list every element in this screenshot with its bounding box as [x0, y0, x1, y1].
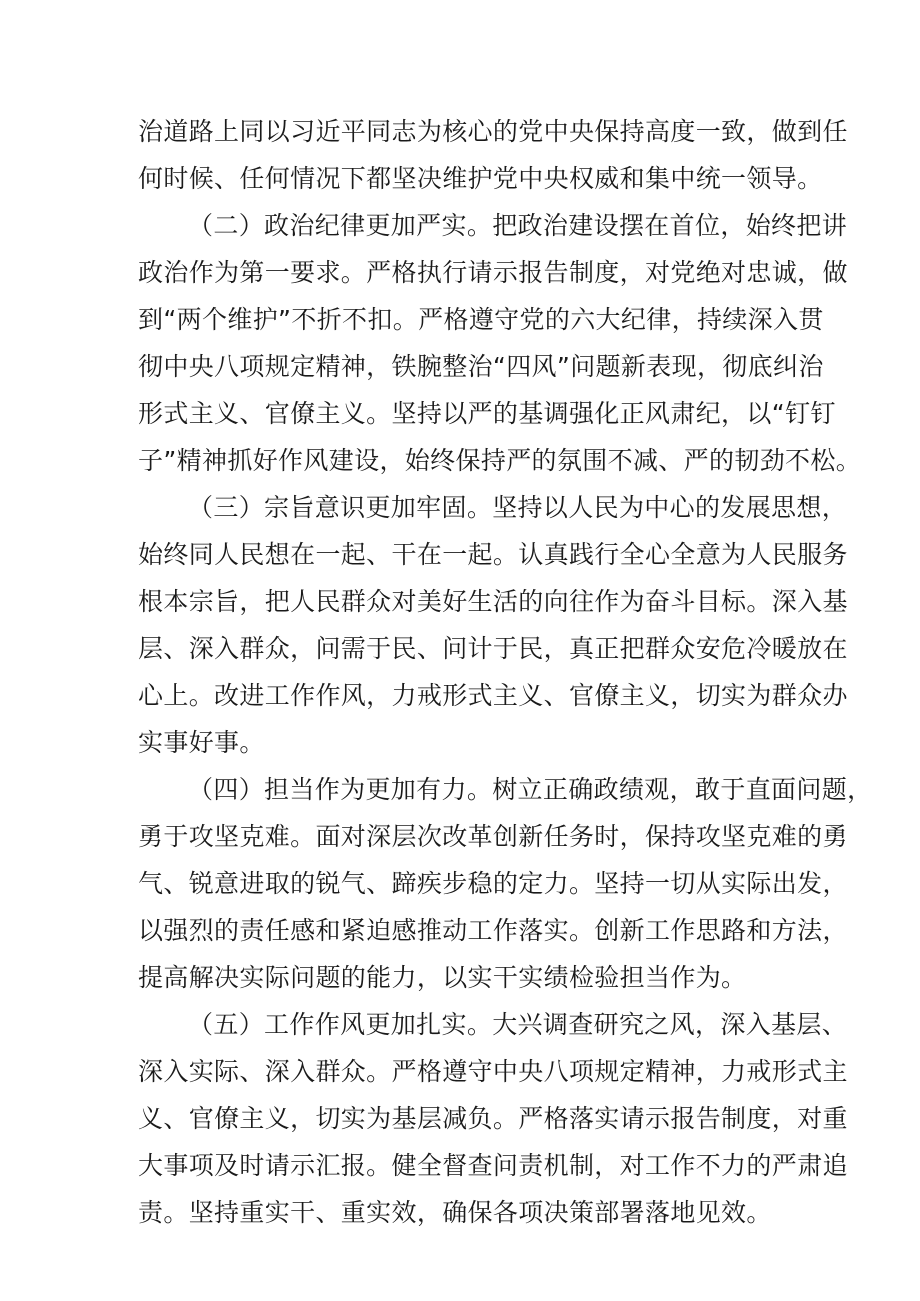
text-line: 提高解决实际问题的能力，以实干实绩检验担当作为。 — [138, 963, 747, 992]
text-line: 子”精神抓好作风建设，始终保持严的氛围不减、严的韧劲不松。 — [138, 446, 862, 475]
text-line: 层、深入群众，问需于民、问计于民，真正把群众安危冷暖放在 — [138, 634, 848, 663]
text-line: 彻中央八项规定精神，铁腕整治“四风”问题新表现，彻底纠治 — [138, 352, 824, 381]
text-line: （五）工作作风更加扎实。大兴调查研究之风，深入基层、 — [188, 1010, 848, 1039]
text-line: （二）政治纪律更加严实。把政治建设摆在首位，始终把讲 — [188, 211, 848, 240]
text-line: 形式主义、官僚主义。坚持以严的基调强化正风肃纪，以“钉钉 — [138, 399, 836, 428]
text-line: 责。坚持重实干、重实效，确保各项决策部署落地见效。 — [138, 1198, 772, 1227]
text-line: （三）宗旨意识更加牢固。坚持以人民为中心的发展思想， — [188, 493, 848, 522]
text-line: 政治作为第一要求。严格执行请示报告制度，对党绝对忠诚，做 — [138, 258, 848, 287]
text-line: 心上。改进工作作风，力戒形式主义、官僚主义，切实为群众办 — [138, 681, 848, 710]
text-line: 始终同人民想在一起、干在一起。认真践行全心全意为人民服务 — [138, 540, 848, 569]
text-line: 勇于攻坚克难。面对深层次改革创新任务时，保持攻坚克难的勇 — [138, 822, 848, 851]
text-line: 深入实际、深入群众。严格遵守中央八项规定精神，力戒形式主 — [138, 1057, 848, 1086]
text-line: 到“两个维护”不折不扣。严格遵守党的六大纪律，持续深入贯 — [138, 305, 824, 334]
text-line: 义、官僚主义，切实为基层减负。严格落实请示报告制度，对重 — [138, 1104, 848, 1133]
text-line: 治道路上同以习近平同志为核心的党中央保持高度一致，做到任 — [138, 117, 848, 146]
text-line: 实事好事。 — [138, 728, 265, 757]
text-line: 以强烈的责任感和紧迫感推动工作落实。创新工作思路和方法， — [138, 916, 848, 945]
text-line: 大事项及时请示汇报。健全督查问责机制，对工作不力的严肃追 — [138, 1151, 848, 1180]
text-line: 何时候、任何情况下都坚决维护党中央权威和集中统一领导。 — [138, 164, 823, 193]
text-line: （四）担当作为更加有力。树立正确政绩观，敢于直面问题， — [188, 775, 873, 804]
text-line: 根本宗旨，把人民群众对美好生活的向往作为奋斗目标。深入基 — [138, 587, 848, 616]
text-line: 气、锐意进取的锐气、蹄疾步稳的定力。坚持一切从实际出发， — [138, 869, 848, 898]
